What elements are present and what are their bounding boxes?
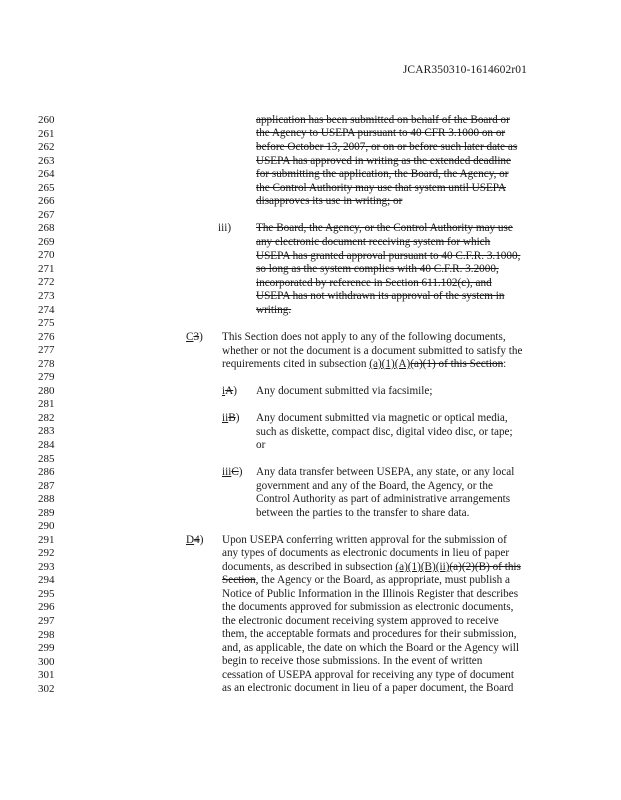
text-line: and, as applicable, the date on which the Board or the Agency will (222, 642, 519, 654)
line-number: 279 (38, 371, 55, 383)
text-line: the electronic document receiving system approved to receive (222, 615, 499, 627)
document-code-header: JCAR350310-1614602r01 (402, 64, 527, 76)
line-number: 298 (38, 629, 55, 641)
text-line: government and any of the Board, the Agency, or the (256, 480, 493, 492)
line-number: 271 (38, 263, 55, 275)
line-number: 276 (38, 331, 55, 343)
line-number: 292 (38, 547, 55, 559)
line-number: 293 (38, 561, 55, 573)
text-line: writing. (256, 304, 292, 316)
line-number: 262 (38, 141, 55, 153)
text-line: or (256, 439, 266, 451)
line-number: 300 (38, 656, 55, 668)
line-number: 273 (38, 290, 55, 302)
line-number: 284 (38, 439, 55, 451)
text-line: between the parties to the transfer to share data. (256, 507, 470, 519)
text-line: USEPA has approved in writing as the extended deadline (256, 155, 511, 167)
line-number: 288 (38, 493, 55, 505)
line-number: 268 (38, 222, 55, 234)
line-number: 261 (38, 128, 55, 140)
line-number: 287 (38, 480, 55, 492)
line-number: 295 (38, 588, 55, 600)
text-line: begin to receive those submissions. In the event of written (222, 655, 483, 667)
line-number: 297 (38, 615, 55, 627)
text-line: disapproves its use in writing; or (256, 195, 403, 207)
line-number: 263 (38, 155, 55, 167)
line-number: 280 (38, 385, 55, 397)
line-number: 266 (38, 195, 55, 207)
list-marker: iiB) (222, 412, 240, 424)
line-number: 290 (38, 520, 55, 532)
list-marker: iiiC) (222, 466, 243, 478)
text-line: so long as the system complies with 40 C.F.R. 3.2000, (256, 263, 499, 275)
text-line: cessation of USEPA approval for receiving any type of document (222, 669, 514, 681)
line-number: 302 (38, 683, 55, 695)
text-line: any electronic document receiving system for which (256, 236, 491, 248)
text-line: Notice of Public Information in the Illinois Register that describes (222, 588, 519, 600)
line-number: 299 (38, 642, 55, 654)
text-line: them, the acceptable formats and procedures for their submission, (222, 628, 517, 640)
text-line: Any document submitted via magnetic or optical media, (256, 412, 508, 424)
text-line: Upon USEPA conferring written approval for the submission of (222, 534, 507, 546)
text-line: documents, as described in subsection (a)(1)(B)(ii)(a)(2)(B) of this (222, 561, 521, 573)
line-number: 265 (38, 182, 55, 194)
text-line: incorporated by reference in Section 611.102(c), and (256, 277, 492, 289)
text-line: USEPA has not withdrawn its approval of the system in (256, 290, 505, 302)
section-marker: D4) (186, 534, 204, 546)
line-number: 283 (38, 425, 55, 437)
text-line: as an electronic document in lieu of a paper document, the Board (222, 682, 514, 694)
text-line: Control Authority as part of administrative arrangements (256, 493, 511, 505)
text-line: requirements cited in subsection (a)(1)(A)(a)(1) of this Section: (222, 358, 507, 370)
text-line: such as diskette, compact disc, digital video disc, or tape; (256, 426, 513, 438)
line-number: 281 (38, 398, 55, 410)
line-number: 278 (38, 358, 55, 370)
text-line: whether or not the document is a document submitted to satisfy the (222, 345, 523, 357)
line-number: 301 (38, 669, 55, 681)
list-marker: iii) (218, 222, 232, 234)
line-number: 294 (38, 574, 55, 586)
line-number: 272 (38, 276, 55, 288)
line-number: 282 (38, 412, 55, 424)
list-marker: iA) (222, 385, 237, 397)
text-line: the Agency to USEPA pursuant to 40 CFR 3.1000 on or (256, 127, 506, 139)
text-line: any types of documents as electronic documents in lieu of paper (222, 547, 510, 559)
line-number: 275 (38, 317, 55, 329)
line-number: 270 (38, 249, 55, 261)
line-number: 274 (38, 304, 55, 316)
line-number: 291 (38, 534, 55, 546)
text-line: Any document submitted via facsimile; (256, 385, 433, 397)
text-line: the Control Authority may use that system until USEPA (256, 182, 507, 194)
text-line: application has been submitted on behalf of the Board or (256, 114, 510, 126)
line-number: 286 (38, 466, 55, 478)
text-line: The Board, the Agency, or the Control Authority may use (256, 222, 513, 234)
text-line: Any data transfer between USEPA, any state, or any local (256, 466, 515, 478)
line-number: 269 (38, 236, 55, 248)
line-number: 260 (38, 114, 55, 126)
line-number: 296 (38, 601, 55, 613)
text-line: the documents approved for submission as electronic documents, (222, 601, 514, 613)
line-number: 267 (38, 209, 55, 221)
section-marker: C3) (186, 331, 203, 343)
line-number: 285 (38, 453, 55, 465)
line-number: 277 (38, 344, 55, 356)
text-line: before October 13, 2007, or on or before such later date as (256, 141, 518, 153)
text-line: Section, the Agency or the Board, as appropriate, must publish a (222, 574, 511, 586)
line-number: 289 (38, 507, 55, 519)
text-line: USEPA has granted approval pursuant to 40 C.F.R. 3.1000, (256, 250, 521, 262)
text-line: for submitting the application, the Board, the Agency, or (256, 168, 509, 180)
line-number: 264 (38, 168, 55, 180)
text-line: This Section does not apply to any of the following documents, (222, 331, 506, 343)
